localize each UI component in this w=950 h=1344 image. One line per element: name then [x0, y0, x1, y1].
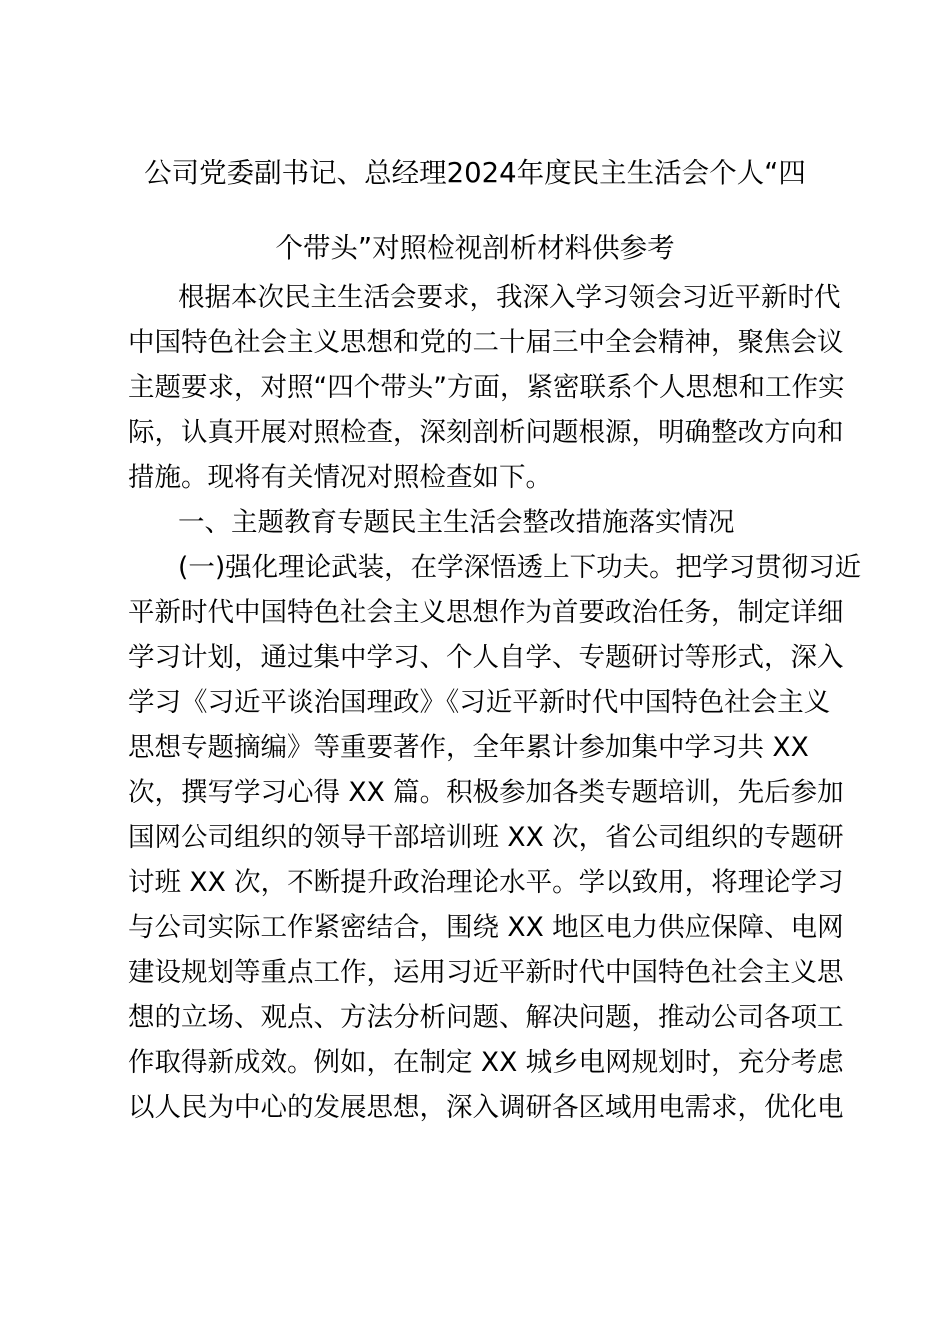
- paragraph-line: 想的立场、观点、方法分析问题、解决问题，推动公司各项工: [128, 1002, 844, 1033]
- paragraph-line: (一)强化理论武装，在学深悟透上下功夫。把学习贯彻习近: [178, 552, 862, 583]
- paragraph-line: 思想专题摘编》等重要著作，全年累计参加集中学习共 XX: [128, 732, 809, 763]
- paragraph-line: 讨班 XX 次，不断提升政治理论水平。学以致用，将理论学习: [128, 867, 844, 898]
- document-title-line-1: 公司党委副书记、总经理2024年度民主生活会个人“四: [144, 157, 806, 189]
- paragraph-line: 与公司实际工作紧密结合，围绕 XX 地区电力供应保障、电网: [128, 912, 844, 943]
- paragraph-line: 学习《习近平谈治国理政》《习近平新时代中国特色社会主义: [128, 687, 831, 718]
- paragraph-line: 国网公司组织的领导干部培训班 XX 次，省公司组织的专题研: [128, 822, 844, 853]
- paragraph-line: 以人民为中心的发展思想，深入调研各区域用电需求，优化电: [128, 1092, 844, 1123]
- paragraph-line: 次，撰写学习心得 XX 篇。积极参加各类专题培训，先后参加: [128, 777, 844, 808]
- paragraph-line: 学习计划，通过集中学习、个人自学、专题研讨等形式，深入: [128, 642, 844, 673]
- paragraph-line: 际，认真开展对照检查，深刻剖析问题根源，明确整改方向和: [128, 417, 844, 448]
- paragraph-line: 平新时代中国特色社会主义思想作为首要政治任务，制定详细: [128, 597, 844, 628]
- paragraph-line: 主题要求，对照“四个带头”方面，紧密联系个人思想和工作实: [128, 372, 845, 403]
- section-heading: 一、主题教育专题民主生活会整改措施落实情况: [178, 507, 735, 538]
- document-title-line-2: 个带头”对照检视剖析材料供参考: [275, 232, 675, 264]
- paragraph-line: 作取得新成效。例如，在制定 XX 城乡电网规划时，充分考虑: [128, 1047, 844, 1078]
- paragraph-line: 根据本次民主生活会要求，我深入学习领会习近平新时代: [178, 282, 841, 313]
- paragraph-line: 中国特色社会主义思想和党的二十届三中全会精神，聚焦会议: [128, 327, 844, 358]
- paragraph-line: 措施。现将有关情况对照检查如下。: [128, 462, 552, 493]
- paragraph-line: 建设规划等重点工作，运用习近平新时代中国特色社会主义思: [128, 957, 844, 988]
